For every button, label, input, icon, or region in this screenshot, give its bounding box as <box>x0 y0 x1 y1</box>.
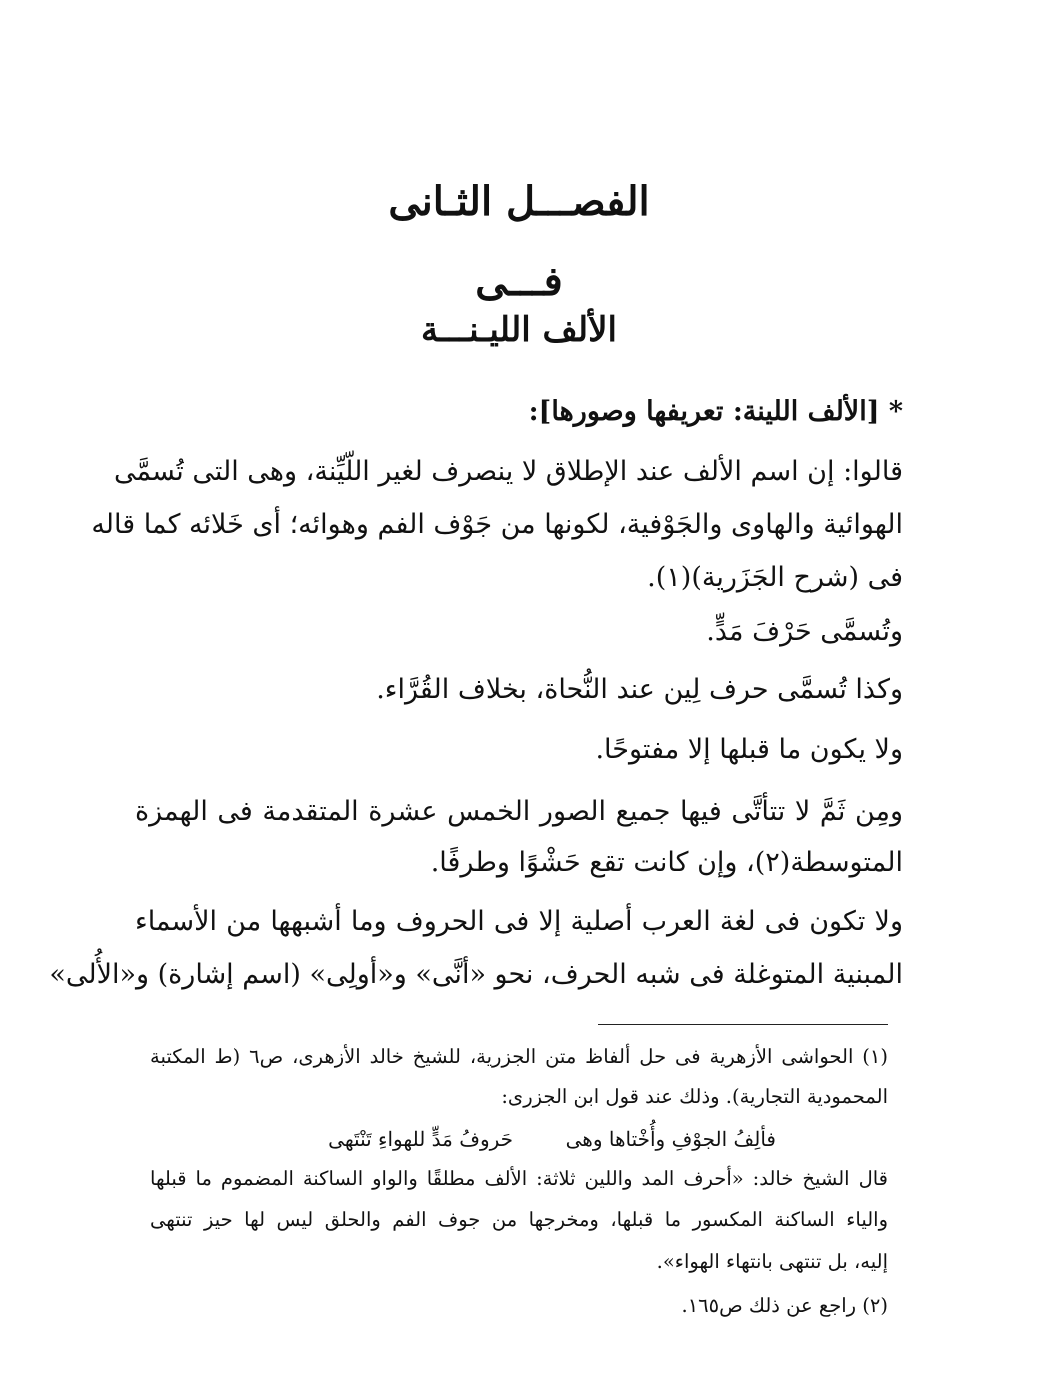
verse-hemistich-first: فألِفُ الجوْفِ وأُخْتاها وهى <box>565 1127 776 1151</box>
footnote-line: (١) الحواشى الأزهرية فى حل ألفاظ متن الجزرية، للشيخ خالد الأزهرى، ص٦ (ط المكتبة <box>150 1045 888 1068</box>
section-heading: * [الألف اللينة: تعريفها وصورها]: <box>528 396 903 427</box>
footnote-line: قال الشيخ خالد: «أحرف المد واللين ثلاثة: الألف مطلقًا والواو الساكنة المضموم ما قبلها <box>150 1167 888 1190</box>
body-line: ولا يكون ما قبلها إلا مفتوحًا. <box>595 734 903 765</box>
body-line: المتوسطة(٢)، وإن كانت تقع حَشْوًا وطرفًا. <box>430 847 903 878</box>
footnote-line: إليه، بل تنتهى بانتهاء الهواء». <box>656 1250 888 1273</box>
verse-hemistich-second: حَروفُ مَدٍّ للهواءِ تَنْتَهى <box>328 1127 513 1151</box>
footnote-line: المحمودية التجارية). وذلك عند قول ابن الجزرى: <box>501 1085 888 1108</box>
footnote-separator <box>598 1024 888 1025</box>
body-line: فى (شرح الجَزَرية)(١). <box>647 562 903 593</box>
chapter-subject: الألف الليـنـــة <box>421 310 617 350</box>
body-line: ولا تكون فى لغة العرب أصلية إلا فى الحروف وما أشبهها من الأسماء <box>135 906 903 937</box>
body-line: وتُسمَّى حَرْفَ مَدٍّ. <box>706 616 903 647</box>
footnote-line: والياء الساكنة المكسور ما قبلها، ومخرجها من جوف الفم والحلق ليس لها حيز تنتهى <box>150 1208 888 1231</box>
body-line: ومِن ثَمَّ لا تتأتَّى فيها جميع الصور الخمس عشرة المتقدمة فى الهمزة <box>135 796 903 827</box>
body-line: وكذا تُسمَّى حرف لِين عند النُّحاة، بخلاف القُرَّاء. <box>376 674 903 705</box>
body-line: المبنية المتوغلة فى شبه الحرف، نحو «أنَّى» و«أولِى» (اسم إشارة) و«الأُلى» <box>49 959 903 990</box>
body-line: الهوائية والهاوى والجَوْفية، لكونها من جَوْف الفم وهوائه؛ أى خَلائه كما قاله <box>91 509 903 540</box>
chapter-title: الفصـــل الثـانى <box>388 178 650 225</box>
chapter-title-preposition: فـــى <box>475 258 563 305</box>
footnote-line: (٢) راجع عن ذلك ص١٦٥. <box>681 1294 888 1317</box>
body-line: قالوا: إن اسم الألف عند الإطلاق لا ينصرف لغير اللّيِّنة، وهى التى تُسمَّى <box>114 456 903 487</box>
